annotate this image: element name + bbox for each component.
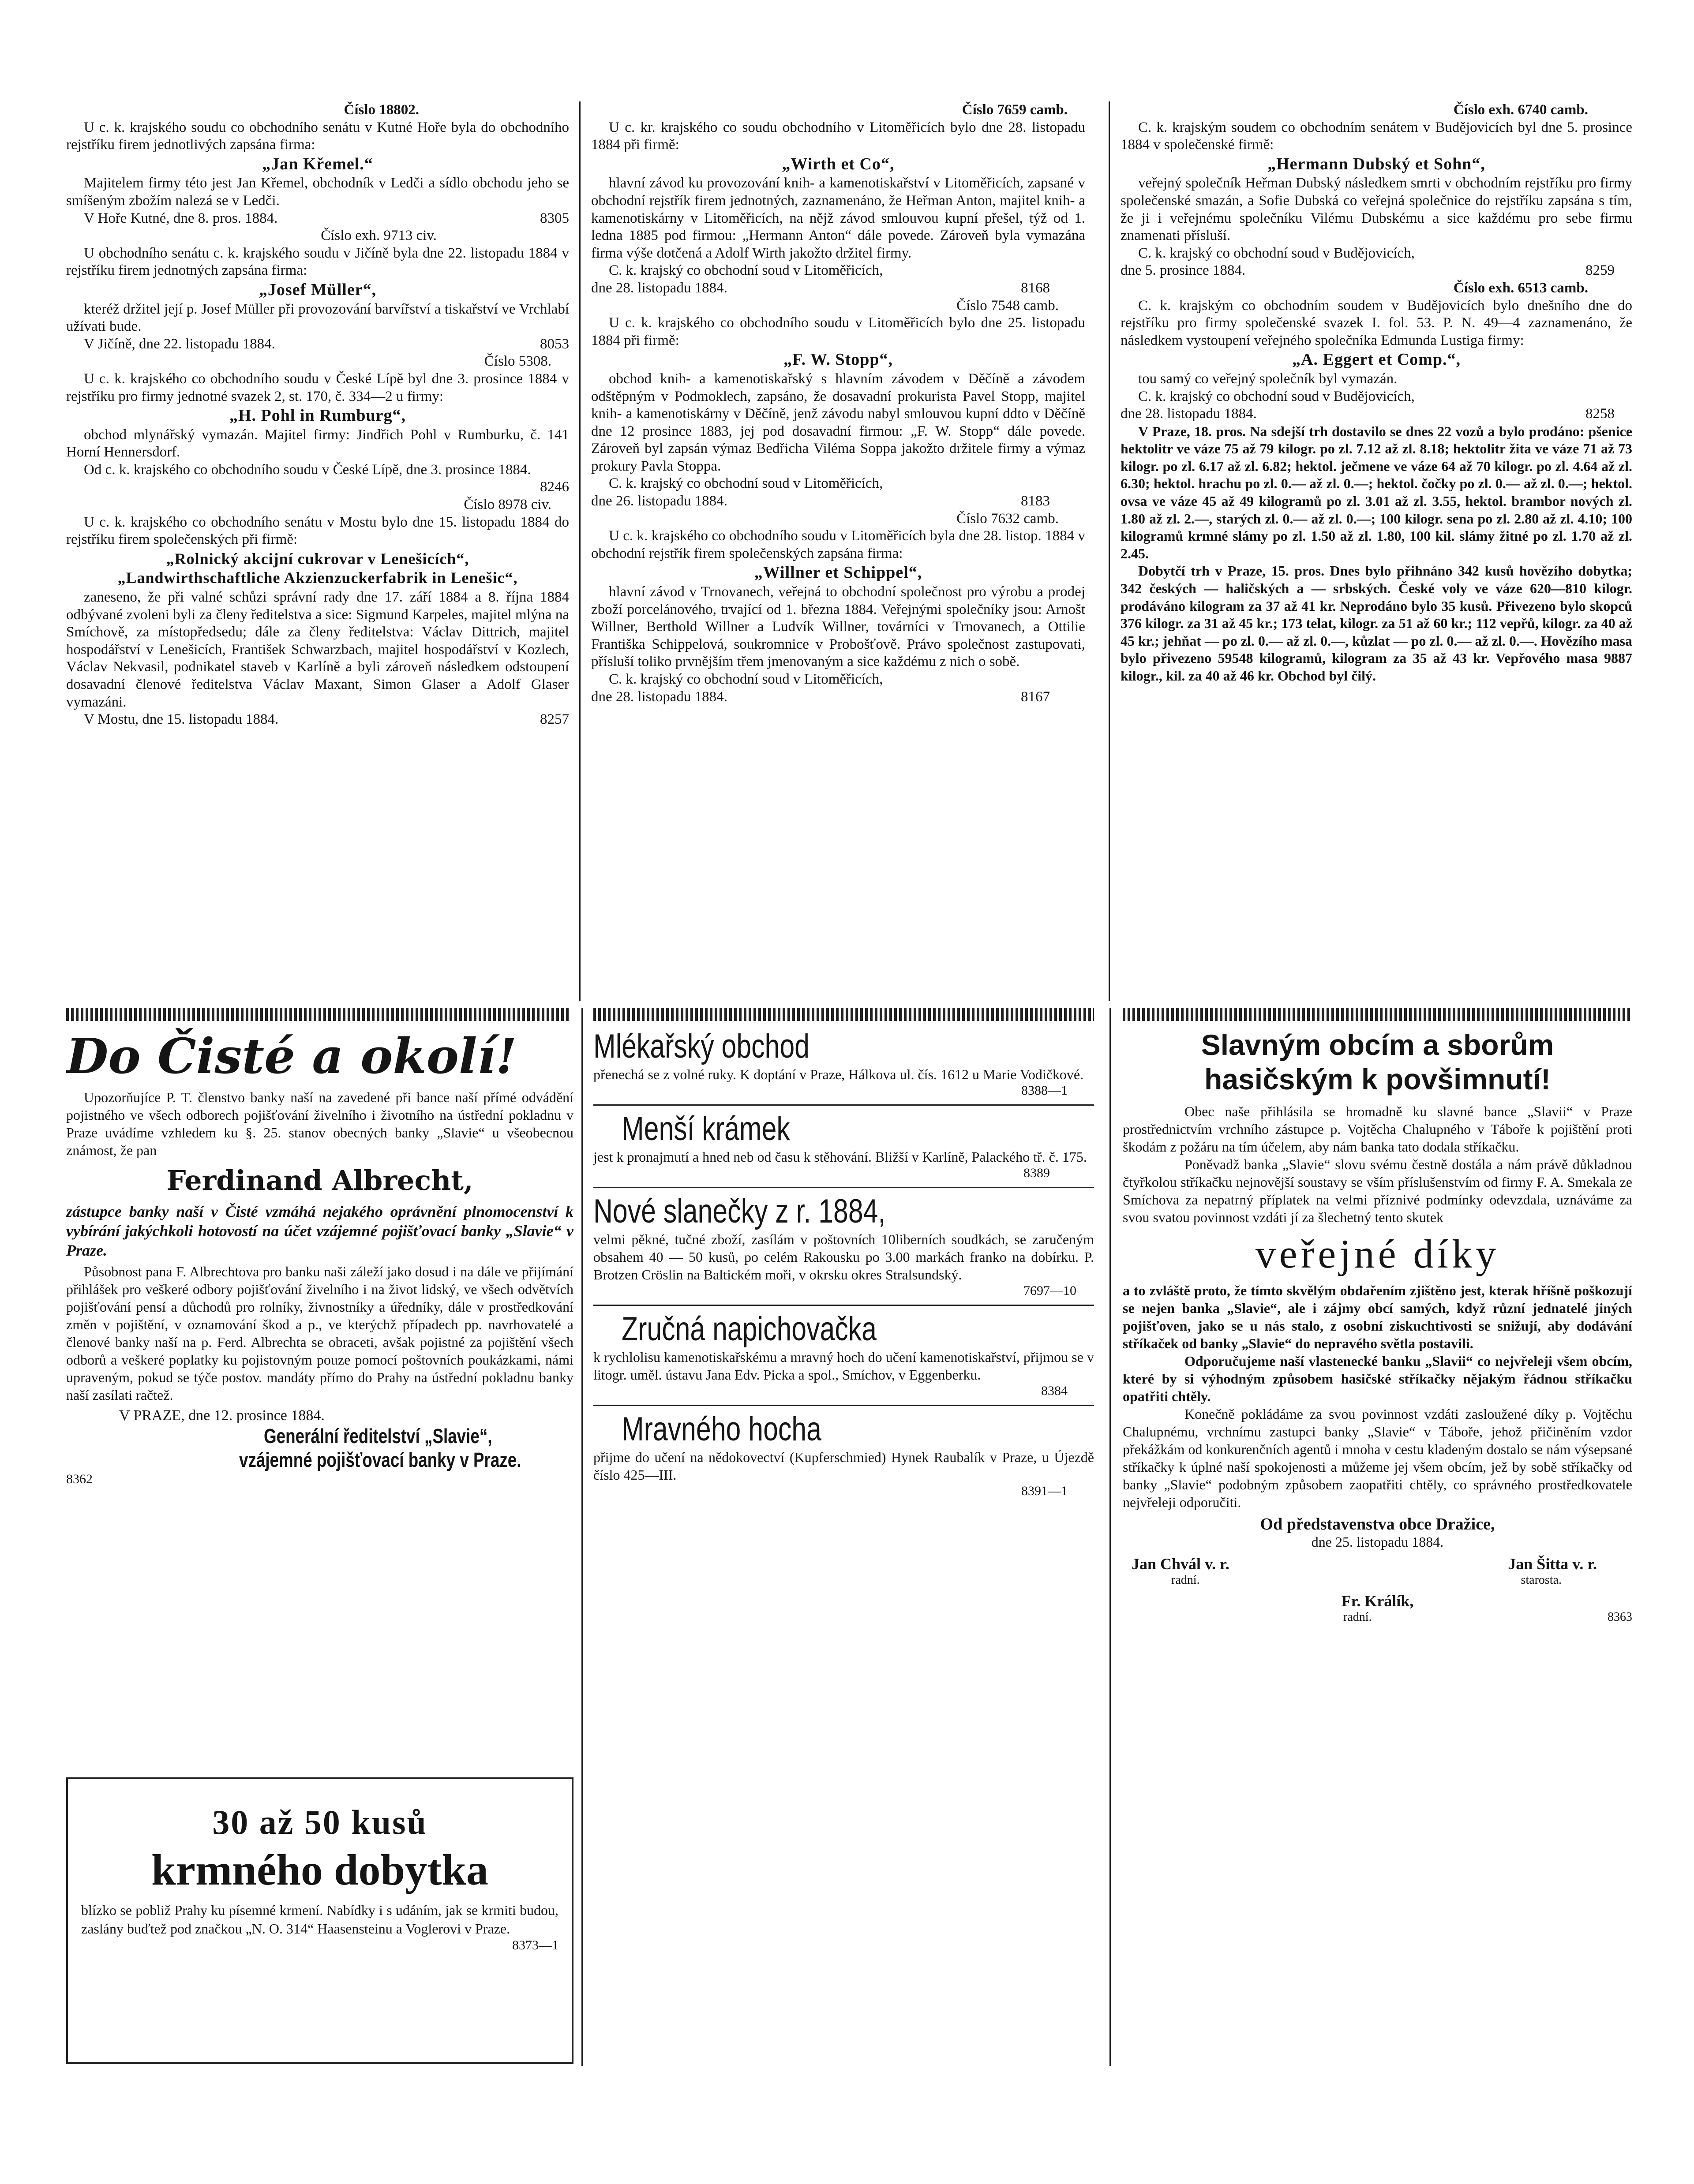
ad-headline: Do Čisté a okolí! <box>66 1028 517 1085</box>
notice-text: C. k. krajským co obchodním soudem v Budějovicích bylo dnešního dne do rejstříku pro firmy společenské svazek I. fol. 53. P. N. 49—4 zaznamenáno, že následkem vystoupení veřejného společníka Edmunda Lustiga firmy: <box>1121 297 1632 348</box>
notice-ref: 8246 <box>540 479 569 495</box>
market-report: V Praze, 18. pros. Na sdejší trh dostavilo se dnes 22 vozů a bylo prodáno: pšenice hektolitr ve váze 75 až 79 kilogr. po zl. 7.12 až zl. 8.18; hektolitr žita ve váze 71 až 73 kilogr. po zl. 6.17 až zl. 6.82; hektol. ječmene ve váze 64 až 70 kilogr. po zl. 4.64 až zl. 6.30; hektol. hrachu po zl. 0.— až zl. 0.—; hektol. čočky po zl. 0.— až zl. 0.—; hektol. ovsa ve váze 45 až 49 kilogramů po zl. 3.01 až zl. 3.55, hektol. brambor nových zl. 1.80 až zl. 2.—, starých zl. 0.— až zl. 0.—; 100 kilogr. sena po zl. 2.80 až zl. 4.10; 100 kilogramů krmné slámy po zl. 1.50 až zl. 1.80, 100 kil. slámy žitné po zl. 1.70 až zl. 2.45. <box>1121 423 1632 561</box>
notice-text: U obchodního senátu c. k. krajského soudu v Jičíně byla dne 22. listopadu 1884 v rejstříku firem jednotných zapsána firma: <box>66 245 569 279</box>
ad-ref: 8391—1 <box>1021 1484 1068 1498</box>
notice-number: Číslo 5308. <box>484 353 551 370</box>
ad-text: Obec naše přihlásila se hromadně ku slavné bance „Slavii“ v Praze prostřednictvím vrchního zástupce p. Vojtěcha Chalupného v Táboře k pojištění proti škodám z požáru na tím účelem, aby nám banka tato dodala stříkačku. <box>1123 1103 1632 1155</box>
notice-text: hlavní závod ku provozování knih- a kamenotiskařství v Litoměřicích, zapsané v obchodní rejstřík firem jednotných, zaznamenáno, že Heřman Anton, majitel knih- a kamenotiskárny v Litoměřicích, na nějž závod smlouvou kupní přešel, týž od 1. ledna 1885 pod firmou: „Hermann Anton“ dále povede. Zároveň byla vymazána firma výše dotčená a Adolf Wirth jakožto držitel firmy. <box>591 175 1085 261</box>
notice-ref: 8053 <box>540 336 569 352</box>
notice-text: U c. k. krajského co obchodního soudu v České Lípě byl dne 3. prosince 1884 v rejstříku pro firmy jednotné svazek 2, st. 170, č. 334—2 u firmy: <box>66 370 569 404</box>
notice-ref: 8168 <box>1021 280 1050 296</box>
notice-ref: 8258 <box>1585 406 1615 422</box>
notice-date: dne 26. listopadu 1884. <box>591 493 727 509</box>
notice-text: Majitelem firmy této jest Jan Křemel, obchodník v Ledči a sídlo obchodu jeho se smíšeným zbožím nalezá se v Ledči. <box>66 175 569 209</box>
firm-name: „Wirth et Co“, <box>782 154 895 173</box>
notice-text: C. k. krajský co obchodní soud v Budějovicích, <box>1138 388 1415 404</box>
ad-ref: 8384 <box>1041 1384 1068 1398</box>
notice-date: dne 5. prosince 1884. <box>1121 262 1246 279</box>
ad-ref: 8389 <box>1023 1166 1050 1180</box>
firm-name: „A. Eggert et Comp.“, <box>1292 350 1461 369</box>
signature: Jan Chvál v. r. <box>1132 1555 1229 1573</box>
ad-headline: Menší krámek <box>622 1110 790 1148</box>
notice-text: hlavní závod v Trnovanech, veřejná to obchodní společnost pro výrobu a prodej zboží porcelánového, trvající od 1. března 1884. Veřejnými společníky jsou: Arnošt Willner, Berthold Willner a Ludvík Willner, továrníci v Trnovanech, a Ottilie Františka Schippelová, soukromnice v Probošťově. Právo společnost zastupovati, přísluší toliko prvnějším třem jmenovaným a sice každému z nich o sobě. <box>591 584 1085 670</box>
notice-number: Číslo 18802. <box>344 102 419 118</box>
notice-date: dne 28. listopadu 1884. <box>1121 406 1257 422</box>
notice-text: U c. k. krajského co obchodního soudu v Litoměřicích bylo dne 25. listopadu 1884 při firmě: <box>591 315 1085 348</box>
ad-divider <box>593 1305 1094 1306</box>
notice-ref: 8305 <box>540 210 569 226</box>
notice-number: Číslo exh. 9713 civ. <box>321 228 437 244</box>
signature-role: starosta. <box>1521 1573 1562 1587</box>
ad-divider <box>593 1405 1094 1406</box>
ad-headline: veřejné díky <box>1255 1231 1500 1276</box>
ad-signature: vzájemné pojišťovací banky v Praze. <box>239 1448 521 1471</box>
notice-text: C. k. krajský co obchodní soud v Litoměřicích, <box>609 671 883 687</box>
notice-date: V Mostu, dne 15. listopadu 1884. <box>84 711 279 728</box>
signature-role: radní. <box>1343 1610 1372 1624</box>
notice-text: obchod knih- a kamenotiskařský s hlavním závodem v Děčíně a závodem odštěpným v Podmoklech, zapsáno, že dosavadní prokurista Pavel Stopp, majitel knih- a kamenotiskárny v Děčíně, jenž závodu nabyl smlouvou kupní ddto v Děčíně dne 12 prosince 1883, jej pod dosavadní firmou: „F. W. Stopp“ dále povede. Zároveň byl zapsán výmaz Bedřicha Viléma Soppa jakožto držitele firmy a výmaz prokury Pavla Stoppa. <box>591 370 1085 474</box>
ad-headline: Zručná napichovačka <box>622 1310 877 1348</box>
ad-ref: 8362 <box>66 1472 93 1486</box>
ad-rule <box>1109 1008 1111 2066</box>
ad-rule <box>581 1008 583 2066</box>
notice-number: Číslo exh. 6513 camb. <box>1453 280 1588 296</box>
firm-name: „Rolnický akcijní cukrovar v Lenešicích“, <box>166 550 469 568</box>
ad-from: Od představenstva obce Dražice, <box>1260 1515 1495 1533</box>
column-rule <box>1109 101 1110 1001</box>
column-3 <box>1121 101 1632 685</box>
firm-name: „Hermann Dubský et Sohn“, <box>1267 154 1485 173</box>
ad-ref: 8373—1 <box>512 1938 558 1952</box>
notice-text: C. k. krajský co obchodní soud v Litoměřicích, <box>609 475 883 492</box>
firm-name: „F. W. Stopp“, <box>783 350 893 369</box>
notice-text: Od c. k. krajského co obchodního soudu v České Lípě, dne 3. prosince 1884. <box>84 461 531 478</box>
ad-text: Poněvadž banka „Slavie“ slovu svému čestně dostála a nám právě důkladnou čtyřkolou stříkačku nejnovější soustavy se vším příslušenstvím od firmy F. A. Smekala ze Smíchova za nepatrný příplatek na velmi příznivé podmínky odevzdala, uznáváme za svou svatou povinnost vzdáti jí za šlechetný tento skutek <box>1123 1156 1632 1225</box>
ad-band <box>66 1008 571 1021</box>
ad-text: Konečně pokládáme za svou povinnost vzdáti zasloužené díky p. Vojtěchu Chalupnému, vrchnímu zastupci banky „Slavie“ v Táboře, jehož přičiněním vzdor překážkám od konkurenčních agentů i mnoha v cestu kladeným dostalo se nám výsepsané stříkačky k úplné naší spokojenosti a můžeme jej všem obcím, jež by sobě stříkačky od banky „Slavie“ podobným způsobem zaopatřiti chtěly, co správného prostředkovatele nejvřeleji odporučiti. <box>1123 1406 1632 1510</box>
notice-ref: 8183 <box>1021 493 1050 509</box>
notice-ref: 8257 <box>540 711 569 728</box>
ad-ref: 8388—1 <box>1021 1083 1068 1098</box>
notice-date: dne 28. listopadu 1884. <box>591 688 727 705</box>
notice-number: Číslo 8978 civ. <box>464 497 551 513</box>
ad-text: k rychlolisu kamenotiskařskému a mravný hoch do učení kamenotiskařství, přijmou se v litogr. uměl. ústavu Jana Edv. Picka a spol., Smíchov, v Eggenberku. <box>593 1349 1094 1383</box>
notice-text: zaneseno, že při valné schůzi správní rady dne 17. září 1884 a 8. října 1884 odbývané zvoleni byli za členy ředitelstva a sice: Sigmund Karpeles, majitel mlýna na Smíchově, za místopředsedu; dále za členy ředitelstva: Václav Dittrich, majitel hospodářství v Lenešicích, František Schwarzbach, majitel hospodářství v Kozlech, Václav Nekvasil, podnikatel staveb v Karlíně a byli zároveň následkem odstoupení dosavadní členové ředitelstva Václav Maxant, Simon Glaser a Adolf Glaser vymazáni. <box>66 589 569 710</box>
signature-role: radní. <box>1171 1573 1200 1587</box>
agent-name: Ferdinand Albrecht, <box>166 1164 473 1197</box>
firm-name: „Josef Müller“, <box>259 280 377 299</box>
column-2 <box>591 101 1085 706</box>
ad-headline: 30 až 50 kusů <box>212 1803 427 1841</box>
column-1 <box>66 101 569 729</box>
ad-divider <box>593 1187 1094 1188</box>
notice-number: Číslo 7632 camb. <box>956 510 1059 527</box>
ad-cattle <box>66 1777 573 2064</box>
ad-headline: Nové slanečky z r. 1884, <box>593 1193 886 1230</box>
ad-signature: Generální ředitelství „Slavie“, <box>264 1425 492 1447</box>
notice-text: kteréž držitel její p. Josef Müller při provozování barvířství a tiskařství ve Vrchlabí užívati bude. <box>66 301 569 335</box>
ad-divider <box>593 1104 1094 1106</box>
notice-date: V Hoře Kutné, dne 8. pros. 1884. <box>84 210 278 226</box>
firm-name: „Landwirthschaftliche Akzienzuckerfabrik in Lenešic“, <box>117 569 518 587</box>
notice-text: obchod mlynářský vymazán. Majitel firmy: Jindřich Pohl v Rumburku, č. 141 Horní Hennersdorf. <box>66 426 569 460</box>
notice-text: U c. kr. krajského co soudu obchodního v Litoměřicích bylo dne 28. listopadu 1884 při firmě: <box>591 119 1085 153</box>
ad-text: velmi pěkné, tučné zboží, zasílám v poštovních 10liberních soudkách, se zaručeným obsahem 40 — 50 kusů, po celém Rakousku po 3.00 markách franko na dobírku. P. Brotzen Cröslin na Baltickém moři, v okrsku okres Stralsundský. <box>593 1231 1094 1283</box>
ad-slavie <box>66 1028 573 1777</box>
ad-text: přijme do učení na nědokovectví (Kupferschmied) Hynek Raubalík v Praze, u Újezdě číslo 425—III. <box>593 1449 1094 1483</box>
ad-headline: Slavným obcím a sborům hasičským k povšimnutí! <box>1201 1028 1554 1096</box>
firm-name: „Willner et Schippel“, <box>754 563 922 582</box>
cattle-market-report: Dobytčí trh v Praze, 15. pros. Dnes bylo přihnáno 342 kusů hovězího dobytka; 342 českých — haličských a — srbských. České voly ve váze 620—810 kilogr. prodáváno kilogram za 37 až 41 kr. Neprodáno bylo 35 kusů. Přivezeno bylo skopců 376 kilogr. za 31 až 45 kr.; 173 telat, kilogr. za 51 až 60 kr.; 112 vepřů, kilogr. za 40 až 45 kr.; jehňat — po zl. 0.— až zl. 0.—, kůzlat — po zl. 0.— až zl. 0.—. Hovězího masa bylo přivezeno 59548 kilogramů, kilogram za 35 až 43 kr. Vepřového masa 9887 kilogr., kil. za 40 až 46 kr. Obchod byl čilý. <box>1121 563 1632 684</box>
signature: Fr. Králík, <box>1341 1592 1414 1610</box>
notice-ref: 8259 <box>1585 262 1615 279</box>
notice-number: Číslo 7659 camb. <box>962 102 1068 118</box>
notice-text: C. k. krajský co obchodní soud v Budějovicích, <box>1138 245 1415 261</box>
notice-date: V Jičíně, dne 22. listopadu 1884. <box>84 336 275 352</box>
ad-date: dne 25. listopadu 1884. <box>1311 1534 1444 1550</box>
notice-text: C. k. krajský co obchodní soud v Litoměřicích, <box>609 262 883 279</box>
firm-name: „H. Pohl in Rumburg“, <box>229 406 406 425</box>
notice-text: U c. k. krajského co obchodního soudu v Litoměřicích byla dne 28. listop. 1884 v obchodní rejstřík firem společenských zapsána firma: <box>591 528 1085 561</box>
ad-text: Působnost pana F. Albrechtova pro banku naši záleží jako dosud i na dále ve přijímání přihlášek pro veškeré odbory pojišťování živelního i na život lidský, ve všech odvětvích pojišťování pensí a důchodů pro rolníky, živnostníky a úředníky, dále v prostředkování změn v pojištění, v oznamování škod a p., ve kterýchž případech pp. navrhovatelé a členové banky naší na p. Ferd. Albrechta se obraceti, avšak pojistné za pojištění všech odborů a veškeré poplatky ku pojistovným pouze pomocí poštovních poukázkami, námi upraveným, pokud se týče postov. mandáty přímo do Prahy na ústřední pokladnu banky naší zasílati račtež. <box>66 1264 573 1403</box>
ad-ref: 8363 <box>1608 1610 1632 1624</box>
ad-headline: Mravného hocha <box>622 1410 821 1448</box>
column-rule <box>579 101 581 1001</box>
notice-text: tou samý co veřejný společník byl vymazán. <box>1138 370 1398 387</box>
notice-text: veřejný společník Heřman Dubský následkem smrti v obchodním rejstříku pro firmy společenské smazán, a Sofie Dubská co veřejná společnice do rejstříku zapsána s tím, že ji i veřejnému společníku Vilému Dubskému a sice každému pro sebe firmu znamenati přísluší. <box>1121 175 1632 244</box>
notice-date: dne 28. listopadu 1884. <box>591 280 727 296</box>
ad-notice: zástupce banky naší v Čisté vzmáhá nejakého oprávnění plnomocenství k vybírání jakýchkoli hotovostí na účet vzájemné pojišťovací banky „Slavie“ v Praze. <box>66 1203 573 1259</box>
ad-text: Odporučujeme naší vlastenecké banku „Slavii“ co nejvřeleji všem obcím, které by si výhodným způsobem hasičské stříkačky nějakým řádnou stříkačku opatřiti chtěly. <box>1123 1353 1632 1404</box>
ad-text: Upozorňujíce P. T. členstvo banky naší na zavedené při bance naší přímé odvádění pojistného ve všech odborech pojišťování živelního i životního na ústřední pokladnu v Praze uvádíme vzhledem ku §. 25. stanov obecných banky „Slavie“ u všeobecnou známost, že pan <box>66 1089 573 1158</box>
ad-headline: Mlékařský obchod <box>593 1028 810 1065</box>
newspaper-page <box>66 101 1632 2130</box>
notice-text: C. k. krajským soudem co obchodním senátem v Budějovicích byl dne 5. prosince 1884 v společenské firmě: <box>1121 119 1632 153</box>
ad-headline: krmného dobytka <box>151 1845 489 1894</box>
notice-text: U c. k. krajského co obchodního senátu v Mostu bylo dne 15. listopadu 1884 do rejstříku firem společenských při firmě: <box>66 514 569 548</box>
ad-date: V PRAZE, dne 12. prosince 1884. <box>119 1407 325 1424</box>
ad-text: přenechá se z volné ruky. K doptání v Praze, Hálkova ul. čís. 1612 u Marie Vodičkové. <box>593 1066 1084 1082</box>
ad-band <box>593 1008 1094 1021</box>
signature: Jan Šitta v. r. <box>1508 1555 1597 1573</box>
firm-name: „Jan Křemel.“ <box>262 154 373 173</box>
ad-classifieds <box>593 1028 1094 2064</box>
notice-number: Číslo 7548 camb. <box>956 297 1059 314</box>
ad-text: a to zvláště proto, že tímto skvělým obdařením zjištěno jest, kterak hříšně poškozují se nejen banka „Slavie“, ale i zájmy obcí samých, když různí jednatelé jiných pojišťoven, jako se u nás stalo, z osobní ziskuchtivosti se snižují, aby dodávání stříkaček od banky „Slavie“ do nepravého světla postavili. <box>1123 1283 1632 1351</box>
ad-ref: 7697—10 <box>1023 1283 1076 1298</box>
ad-text: jest k pronajmutí a hned neb od času k stěhování. Bližší v Karlíně, Palackého tř. č. 175. <box>593 1149 1087 1165</box>
ad-band <box>1123 1008 1632 1021</box>
notice-number: Číslo exh. 6740 camb. <box>1453 102 1588 118</box>
ad-text: blízko se pobliž Prahy ku písemné krmení. Nabídky i s udáním, jak se krmiti budou, zaslány buďtež pod značkou „N. O. 314“ Haasensteinu a Voglerovi v Praze. <box>81 1902 558 1937</box>
ad-fire-brigades <box>1123 1028 1632 2064</box>
notice-text: U c. k. krajského soudu co obchodního senátu v Kutné Hoře byla do obchodního rejstříku firem jednotlivých zapsána firma: <box>66 119 569 153</box>
notice-ref: 8167 <box>1021 688 1050 705</box>
